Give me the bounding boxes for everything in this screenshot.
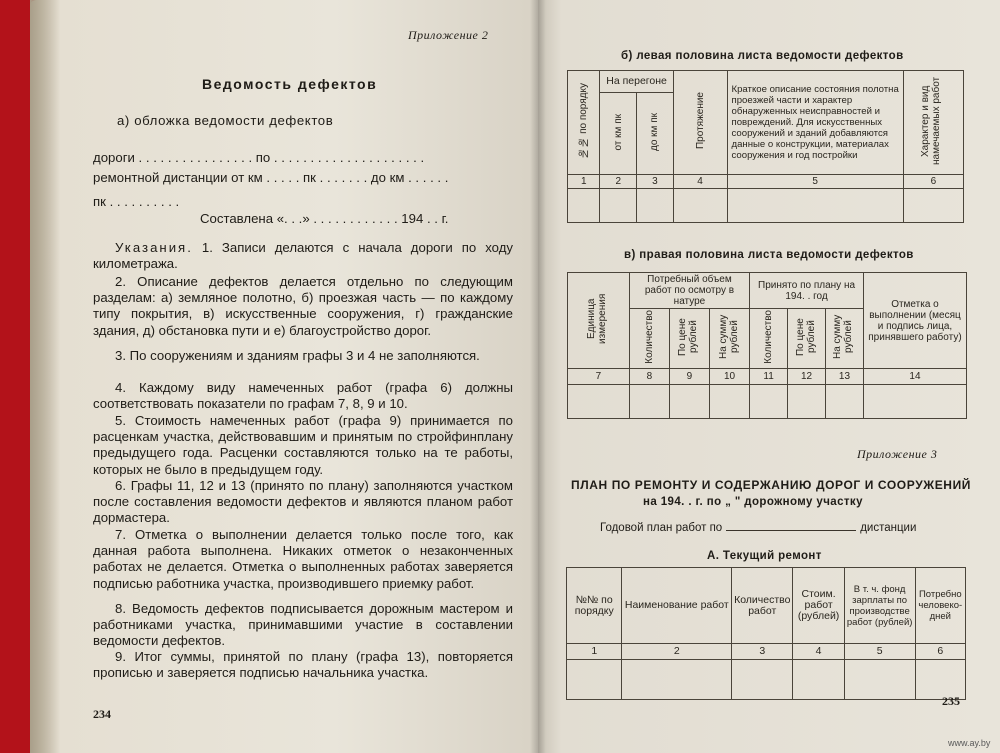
annual-plan-line <box>600 522 916 534</box>
line-distance: ремонтной дистанции от км . . . . . пк . . . . . . . до км . . . . . . <box>93 170 449 185</box>
appendix-label: Приложение 2 <box>408 28 489 42</box>
empty-cell <box>629 385 669 419</box>
num-cell: 13 <box>826 369 864 385</box>
empty-cell <box>567 660 622 700</box>
defects-table-right <box>567 272 967 419</box>
col-work-type: Характер и вид намечаемых работ <box>920 76 943 166</box>
col-sum: На сумму рублей <box>717 314 740 360</box>
repair-plan-table <box>566 567 966 700</box>
plan-title: ПЛАН ПО РЕМОНТУ И СОДЕРЖАНИЮ ДОРОГ И СООРУЖЕНИЙ <box>571 478 972 492</box>
col-group-plan: Принято по плану на 194. . год <box>758 279 856 302</box>
num-cell: 4 <box>673 175 727 189</box>
instruction-9: 9. Итог суммы, принятой по плану (графа 13), повторяется прописью и заверяется подписью начальника участка. <box>93 649 513 681</box>
num-cell: 6 <box>903 175 963 189</box>
empty-cell <box>903 189 963 223</box>
instruction-1-text: 1. Записи делаются с начала дороги по ходу километража. <box>93 240 513 272</box>
empty-cell <box>750 385 788 419</box>
col-man-days: Потребно человеко-дней <box>918 589 963 622</box>
col-group-haul: На перегоне <box>606 75 667 87</box>
num-cell: 2 <box>622 644 732 660</box>
col-price-plan: По цене рублей <box>794 318 817 356</box>
book-gutter <box>530 0 546 753</box>
col-completion: Отметка о выполнении (месяц и подпись лица, принявшего работу) <box>868 298 962 343</box>
col-qty-plan: Количество <box>763 310 775 364</box>
section-c-title: в) правая половина листа ведомости дефектов <box>624 249 914 261</box>
instruction-3: 3. По сооружениям и зданиям графы 3 и 4 не заполняются. <box>115 348 480 363</box>
instruction-7: 7. Отметка о выполнении делается только после того, как данная работа выполнена. Никаких отметок о незаконченных работах не делается. Отметка о выполненных работах заверяется подписью работника участка, производившего приемку работ. <box>93 527 513 591</box>
col-work-cost: Стоим. работ (рублей) <box>797 588 840 622</box>
num-cell: 11 <box>750 369 788 385</box>
num-cell: 7 <box>568 369 630 385</box>
num-cell: 5 <box>727 175 903 189</box>
plan-subtitle: на 194. . г. по „ " дорожному участку <box>643 496 863 508</box>
empty-cell <box>844 660 915 700</box>
col-length: Протяжение <box>694 92 706 150</box>
instruction-8: 8. Ведомость дефектов подписывается дорожным мастером и работниками участка, принимавшими участие в составлении ведомости дефектов. <box>93 601 513 649</box>
defects-table-left <box>567 70 964 223</box>
empty-cell <box>673 189 727 223</box>
col-from: от км пк <box>612 113 624 151</box>
instruction-6: 6. Графы 11, 12 и 13 (принято по плану) заполняются участком после составления ведомости дефектов и являются планом работ дормастера. <box>93 478 513 526</box>
col-work-name: Наименование работ <box>624 599 729 611</box>
annual-plan-tail: дистанции <box>860 522 917 534</box>
empty-cell <box>600 189 637 223</box>
num-cell: 8 <box>629 369 669 385</box>
instruction-5: 5. Стоимость намеченных работ (графа 9) принимается по расценкам участка, действовавшим и принятым по стройфинплану предыдущего года. Расценки составляются только на те работы, которых не было в предыдущем году. <box>93 413 513 477</box>
col-group-inspection: Потребный объем работ по осмотру в натуре <box>644 274 735 307</box>
col-sum-plan: На сумму рублей <box>832 314 855 360</box>
watermark: www.ay.by <box>948 738 991 748</box>
subtitle: а) обложка ведомости дефектов <box>117 113 334 128</box>
section-b-title: б) левая половина листа ведомости дефектов <box>621 50 904 62</box>
instruction-4: 4. Каждому виду намеченных работ (графа 6) должны соответствовать показатели по графам 7, 8, 9 и 10. <box>93 380 513 412</box>
empty-cell <box>732 660 793 700</box>
page-number-right: 235 <box>942 694 960 708</box>
page-title: Ведомость дефектов <box>202 76 378 92</box>
num-cell: 3 <box>637 175 674 189</box>
empty-cell <box>568 385 630 419</box>
empty-cell <box>788 385 826 419</box>
empty-cell <box>669 385 709 419</box>
col-price: По цене рублей <box>677 318 700 356</box>
col-to: до км пк <box>649 113 661 151</box>
num-cell: 1 <box>568 175 600 189</box>
num-cell: 9 <box>669 369 709 385</box>
num-cell: 3 <box>732 644 793 660</box>
num-cell: 5 <box>844 644 915 660</box>
col-work-qty: Количество работ <box>734 593 791 617</box>
section-a-title: А. Текущий ремонт <box>707 550 822 562</box>
instructions-label: Указания. <box>115 240 193 255</box>
instruction-1 <box>93 240 513 272</box>
num-cell: 6 <box>915 644 965 660</box>
page-number-left: 234 <box>93 707 111 721</box>
empty-cell <box>826 385 864 419</box>
num-cell: 12 <box>788 369 826 385</box>
num-cell: 4 <box>793 644 844 660</box>
page-edge-shadow <box>30 0 60 753</box>
num-cell: 10 <box>710 369 750 385</box>
col-number: №№ по порядку <box>574 593 614 617</box>
compiled-line: Составлена «. . .» . . . . . . . . . . . . 194 . . г. <box>200 211 449 226</box>
col-qty: Количество <box>643 310 655 364</box>
num-cell: 14 <box>863 369 966 385</box>
empty-cell <box>727 189 903 223</box>
num-cell: 1 <box>567 644 622 660</box>
fill-line <box>726 530 856 531</box>
annual-plan-label: Годовой план работ по <box>600 522 723 534</box>
instruction-2: 2. Описание дефектов делается отдельно по следующим разделам: а) земляное полотно, б) проезжая часть — по каждому типу покрытия, в) искусственные сооружения, г) гражданские здания, д) обстановка пути и е) благоустройство дорог. <box>93 274 513 338</box>
empty-cell <box>793 660 844 700</box>
col-unit: Единица измерения <box>586 293 609 345</box>
col-description: Краткое описание состояния полотна проезжей части и характер обнаруженных неисправностей и повреждений. Для искусственных сооружений и зданий добавляются данные о конструкции, материалах сооружения и год постройки <box>731 84 899 161</box>
empty-cell <box>568 189 600 223</box>
appendix-3-label: Приложение 3 <box>857 447 938 461</box>
line-pk: пк . . . . . . . . . . <box>93 194 180 209</box>
empty-cell <box>637 189 674 223</box>
col-wage-fund: В т. ч. фонд зарплаты по производстве работ (рублей) <box>846 583 913 628</box>
empty-cell <box>710 385 750 419</box>
col-number: №№ по порядку <box>578 83 590 159</box>
num-cell: 2 <box>600 175 637 189</box>
empty-cell <box>622 660 732 700</box>
empty-cell <box>863 385 966 419</box>
line-road: дороги . . . . . . . . . . . . . . . . по . . . . . . . . . . . . . . . . . . . . . <box>93 150 425 165</box>
